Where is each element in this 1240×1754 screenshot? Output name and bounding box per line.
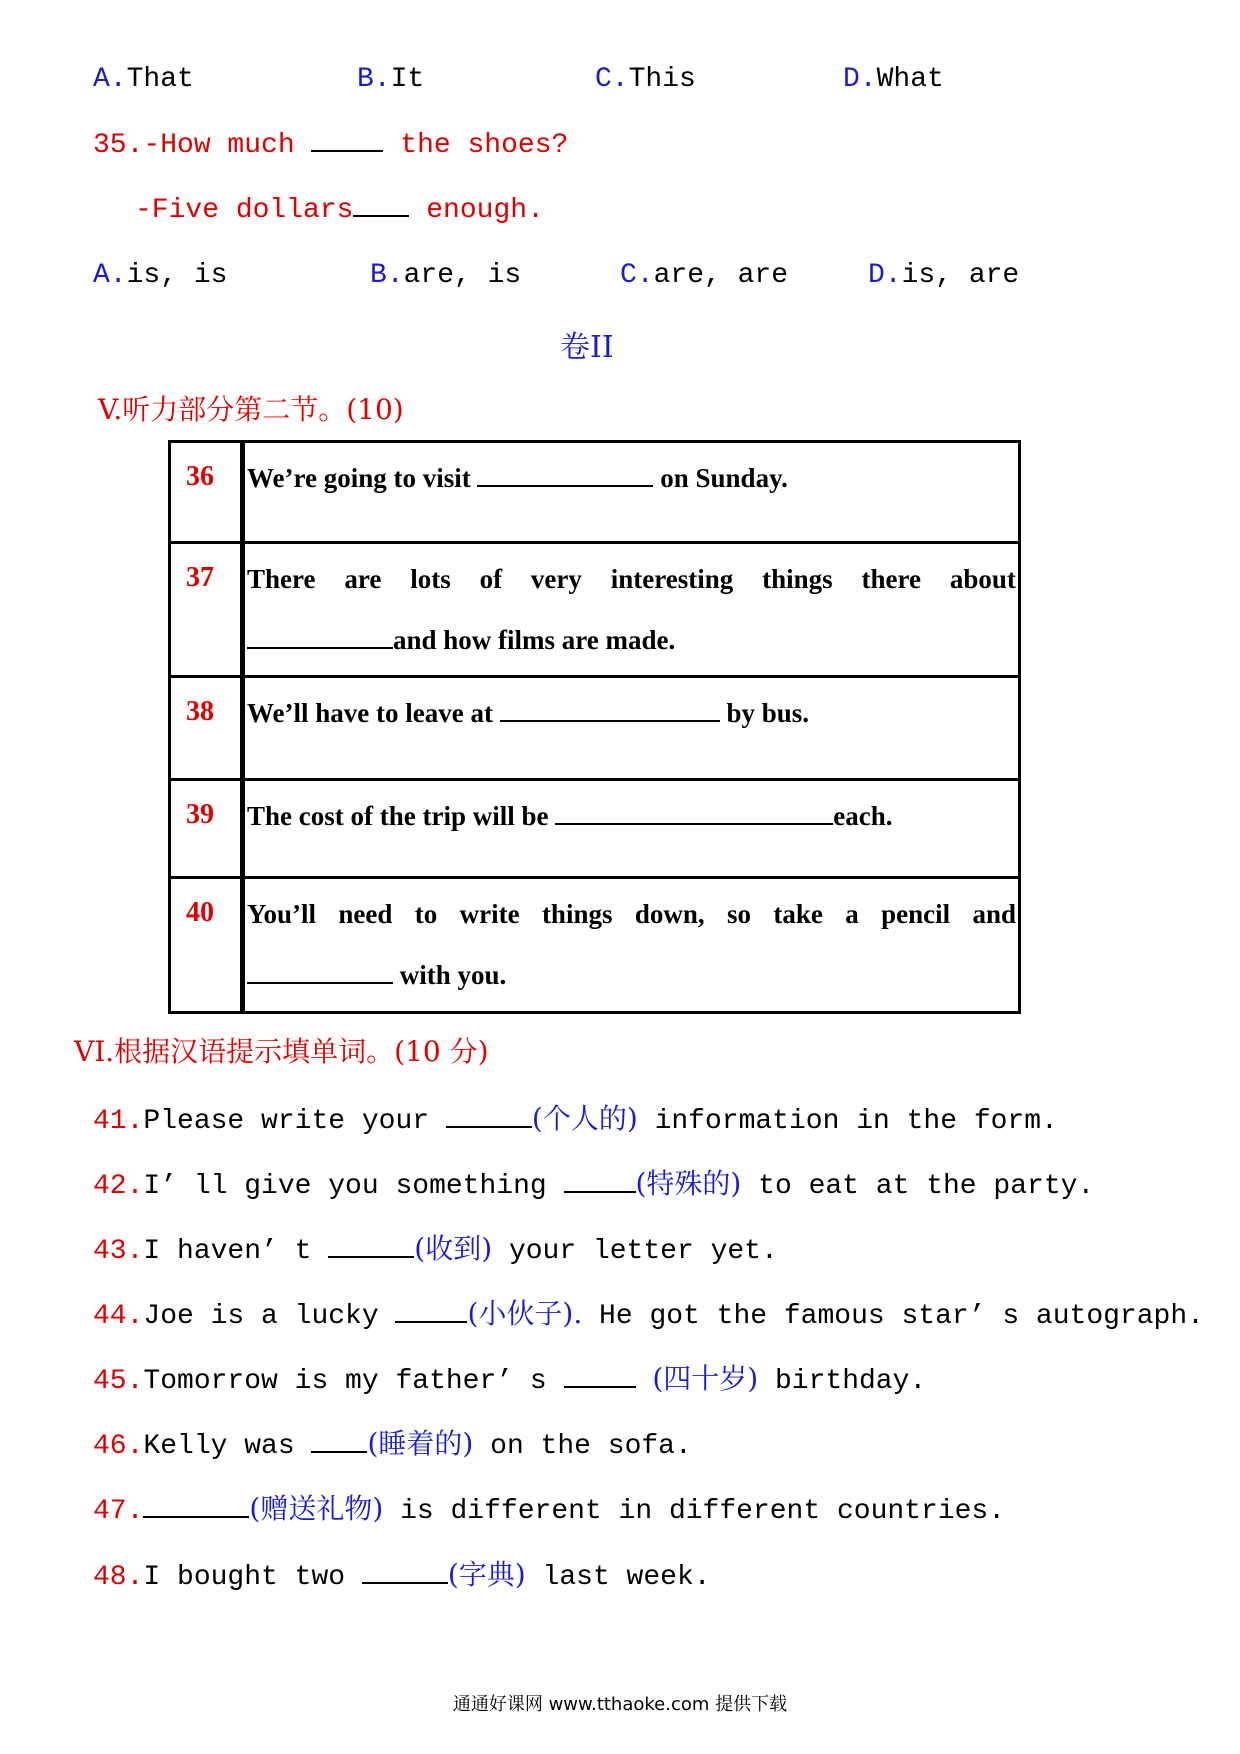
question-number: 42. bbox=[93, 1171, 144, 1202]
word: of bbox=[479, 564, 503, 594]
answer-blank[interactable] bbox=[500, 720, 720, 722]
fill-item-47 bbox=[93, 1487, 1005, 1527]
sentence-line bbox=[247, 960, 1018, 991]
q35-option-d bbox=[868, 260, 1019, 291]
word: about bbox=[949, 564, 1016, 594]
row-number: 40 bbox=[171, 879, 245, 1011]
answer-blank[interactable] bbox=[311, 150, 383, 152]
sentence-tail: and how films are made. bbox=[393, 625, 676, 655]
answer-blank[interactable] bbox=[564, 1386, 636, 1388]
page-footer: 通通好课网 www.tthaoke.com 提供下载 bbox=[452, 1694, 788, 1715]
word: very bbox=[530, 564, 582, 594]
fill-item-48 bbox=[93, 1553, 711, 1593]
option-letter: C. bbox=[620, 260, 654, 291]
row-text bbox=[245, 544, 1018, 675]
answer-blank[interactable] bbox=[247, 982, 393, 984]
item-post: on the sofa. bbox=[490, 1431, 692, 1462]
sentence-tail: with you. bbox=[399, 960, 507, 990]
option-letter: B. bbox=[357, 64, 391, 95]
chinese-hint: (特殊的) bbox=[635, 1167, 742, 1200]
row-text bbox=[245, 443, 1018, 541]
row-text bbox=[245, 678, 1018, 778]
answer-blank[interactable] bbox=[143, 1516, 249, 1518]
option-letter: C. bbox=[595, 64, 629, 95]
sentence-line bbox=[247, 625, 1018, 656]
q35-line2 bbox=[135, 195, 544, 226]
item-pre: I haven’ t bbox=[143, 1236, 312, 1267]
q34-option-b bbox=[357, 64, 424, 95]
answer-blank[interactable] bbox=[477, 485, 653, 487]
section-title-listening: V.听力部分第二节。(10) bbox=[98, 393, 404, 426]
word: things bbox=[762, 564, 833, 594]
chinese-hint: (小伙子). bbox=[467, 1297, 583, 1330]
sentence-text: We’re going to visit bbox=[247, 463, 471, 493]
answer-blank[interactable] bbox=[446, 1126, 532, 1128]
part-title: 卷II bbox=[560, 330, 614, 365]
answer-blank[interactable] bbox=[311, 1451, 367, 1453]
option-text: are, is bbox=[403, 260, 522, 291]
word: to bbox=[414, 899, 438, 929]
chinese-hint: (字典) bbox=[447, 1558, 526, 1591]
table-row bbox=[171, 678, 1018, 781]
word: things bbox=[541, 899, 613, 929]
fill-item-43 bbox=[93, 1227, 778, 1267]
answer-blank[interactable] bbox=[395, 1321, 467, 1323]
chinese-hint: (睡着的) bbox=[367, 1427, 474, 1460]
table-row bbox=[171, 443, 1018, 544]
word: need bbox=[338, 899, 393, 929]
table-row bbox=[171, 544, 1018, 678]
word: so bbox=[726, 899, 751, 929]
sentence-text: We’ll have to leave at bbox=[247, 698, 493, 728]
row-number: 38 bbox=[171, 678, 245, 778]
item-pre: Please write your bbox=[143, 1106, 430, 1137]
item-pre: Joe is a lucky bbox=[143, 1301, 379, 1332]
option-letter: B. bbox=[370, 260, 404, 291]
section-title-fill: VI.根据汉语提示填单词。(10 分) bbox=[74, 1035, 489, 1068]
q35-line1 bbox=[93, 130, 568, 161]
item-post: your letter yet. bbox=[508, 1236, 778, 1267]
listening-table bbox=[168, 440, 1021, 1014]
row-number: 39 bbox=[171, 781, 245, 876]
option-text: This bbox=[628, 64, 696, 95]
table-row bbox=[171, 781, 1018, 879]
answer-blank[interactable] bbox=[328, 1256, 414, 1258]
word: down, bbox=[634, 899, 705, 929]
question-number: 48. bbox=[93, 1562, 144, 1593]
item-post: information in the form. bbox=[654, 1106, 1058, 1137]
q34-option-c bbox=[595, 64, 696, 95]
option-text: What bbox=[876, 64, 944, 95]
fill-item-44 bbox=[93, 1292, 1204, 1332]
answer-blank[interactable] bbox=[564, 1191, 636, 1193]
row-text bbox=[245, 879, 1018, 1011]
item-post: to eat at the party. bbox=[758, 1171, 1095, 1202]
word: are bbox=[344, 564, 382, 594]
q35-option-b bbox=[370, 260, 521, 291]
sentence-line bbox=[247, 564, 1018, 595]
question-number: 44. bbox=[93, 1301, 144, 1332]
word: and bbox=[972, 899, 1016, 929]
fill-item-41 bbox=[93, 1097, 1058, 1137]
q35-text-c: -Five dollars bbox=[135, 195, 354, 226]
q35-text-b: the shoes? bbox=[400, 130, 569, 161]
fill-item-45 bbox=[93, 1357, 926, 1397]
row-number: 37 bbox=[171, 544, 245, 675]
row-number: 36 bbox=[171, 443, 245, 541]
question-number: 35. bbox=[93, 130, 144, 161]
option-text: That bbox=[126, 64, 194, 95]
word: take bbox=[773, 899, 823, 929]
question-number: 46. bbox=[93, 1431, 144, 1462]
item-post: birthday. bbox=[774, 1366, 927, 1397]
question-number: 45. bbox=[93, 1366, 144, 1397]
option-letter: A. bbox=[93, 260, 127, 291]
option-letter: A. bbox=[93, 64, 127, 95]
sentence-tail: each. bbox=[833, 801, 893, 831]
q35-text-d: enough. bbox=[426, 195, 544, 226]
answer-blank[interactable] bbox=[247, 647, 393, 649]
option-text: It bbox=[390, 64, 425, 95]
item-pre: I’ ll give you something bbox=[143, 1171, 547, 1202]
option-letter: D. bbox=[843, 64, 877, 95]
word: write bbox=[459, 899, 520, 929]
word: a bbox=[845, 899, 859, 929]
table-row bbox=[171, 879, 1018, 1011]
chinese-hint: (个人的) bbox=[531, 1102, 638, 1135]
question-number: 43. bbox=[93, 1236, 144, 1267]
q34-option-d bbox=[843, 64, 944, 95]
item-pre: Tomorrow is my father’ s bbox=[143, 1366, 547, 1397]
q35-text-a: -How much bbox=[143, 130, 295, 161]
question-number: 47. bbox=[93, 1496, 144, 1527]
option-text: are, are bbox=[653, 260, 789, 291]
item-pre: I bought two bbox=[143, 1562, 346, 1593]
q34-option-a bbox=[93, 64, 194, 95]
option-text: is, are bbox=[901, 260, 1020, 291]
q35-option-a bbox=[93, 260, 227, 291]
answer-blank[interactable] bbox=[555, 823, 833, 825]
sentence-line bbox=[247, 899, 1018, 930]
item-pre: Kelly was bbox=[143, 1431, 295, 1462]
option-text: is, is bbox=[126, 260, 228, 291]
word: lots bbox=[410, 564, 451, 594]
word: pencil bbox=[881, 899, 951, 929]
row-text bbox=[245, 781, 1018, 876]
chinese-hint: (四十岁) bbox=[652, 1362, 759, 1395]
fill-item-42 bbox=[93, 1162, 1094, 1202]
word: interesting bbox=[610, 564, 734, 594]
sentence-text: The cost of the trip will be bbox=[247, 801, 549, 831]
item-post: is different in different countries. bbox=[400, 1496, 1005, 1527]
item-post: last week. bbox=[542, 1562, 711, 1593]
sentence-tail: by bus. bbox=[726, 698, 810, 728]
chinese-hint: (收到) bbox=[414, 1232, 493, 1265]
answer-blank[interactable] bbox=[353, 215, 409, 217]
item-post: He got the famous star’ s autograph. bbox=[599, 1301, 1204, 1332]
question-number: 41. bbox=[93, 1106, 144, 1137]
chinese-hint: (赠送礼物) bbox=[249, 1492, 384, 1525]
sentence-tail: on Sunday. bbox=[660, 463, 788, 493]
word: You’ll bbox=[247, 899, 317, 929]
word: there bbox=[861, 564, 921, 594]
fill-item-46 bbox=[93, 1422, 692, 1462]
word: There bbox=[247, 564, 316, 594]
option-letter: D. bbox=[868, 260, 902, 291]
q35-option-c bbox=[620, 260, 788, 291]
answer-blank[interactable] bbox=[362, 1582, 448, 1584]
